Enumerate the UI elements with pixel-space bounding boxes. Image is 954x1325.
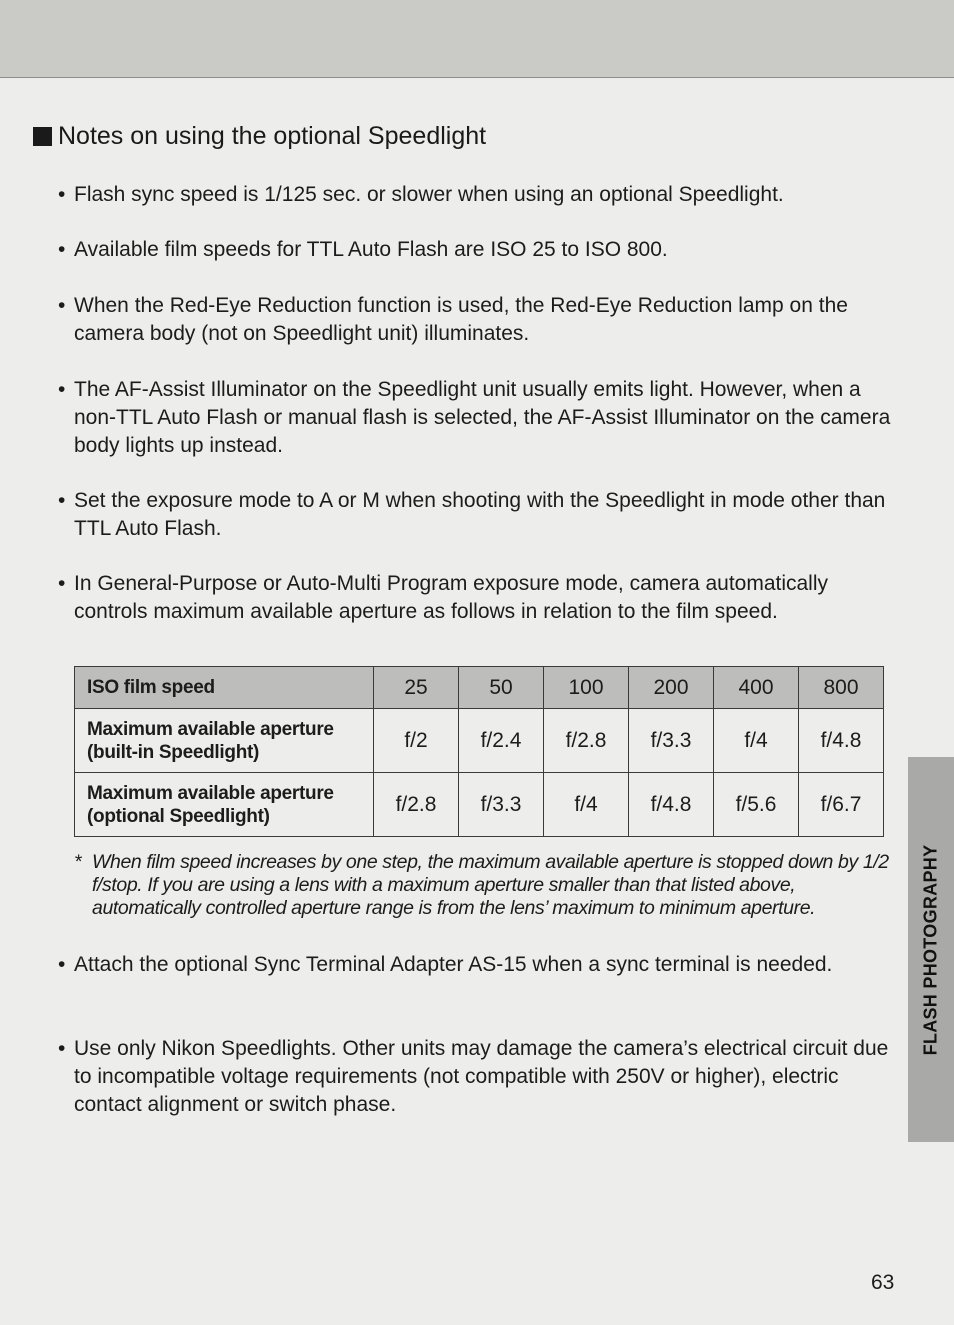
table-header-cell: 800 [799,667,884,709]
table-header-cell: 200 [629,667,714,709]
note-program-aperture [58,570,903,626]
table-row-label: Maximum available aperture (optional Speedlight) [75,773,374,837]
bullet-text: Attach the optional Sync Terminal Adapter AS-15 when a sync terminal is needed. [74,953,833,976]
table-cell: f/3.3 [629,709,714,773]
table-cell: f/2.8 [374,773,459,837]
bullet-text: Set the exposure mode to A or M when shooting with the Speedlight in mode other than TTL Auto Flash. [74,489,886,540]
table-cell: f/3.3 [459,773,544,837]
table-header-cell: 50 [459,667,544,709]
table-header-cell: 400 [714,667,799,709]
bullet-text: Available film speeds for TTL Auto Flash are ISO 25 to ISO 800. [74,238,668,261]
bullet-dot-icon: • [58,238,66,261]
chapter-side-tab [908,757,954,1142]
bullet-text: In General-Purpose or Auto-Multi Program exposure mode, camera automatically controls maximum available aperture as follows in relation to the film speed. [74,572,829,623]
table-row-label: Maximum available aperture (built-in Speedlight) [75,709,374,773]
table-header-cell: 100 [544,667,629,709]
note-af-assist [58,376,903,460]
bullet-dot-icon: • [58,294,66,317]
table-cell: f/4 [544,773,629,837]
note-exposure-mode [58,487,903,543]
bullet-text: Flash sync speed is 1/125 sec. or slower when using an optional Speedlight. [74,183,784,206]
note-nikon-only [58,1035,903,1119]
note-sync-speed [58,181,903,209]
bullet-dot-icon: • [58,183,66,206]
table-header-row [75,667,884,709]
table-row [75,773,884,837]
table-header-cell: 25 [374,667,459,709]
footnote-text: When film speed increases by one step, the maximum available aperture is stopped down by 1/2 f/stop. If you are using a lens with a maximum aperture smaller than that listed above, automatically controlled aperture range is from the lens’ maximum to minimum aperture. [92,851,889,919]
table-cell: f/6.7 [799,773,884,837]
table-header-cell: ISO film speed [75,667,374,709]
section-heading-text: Notes on using the optional Speedlight [58,122,487,150]
table-cell: f/2.4 [459,709,544,773]
aperture-table [74,666,884,837]
section-heading [33,121,486,151]
chapter-tab-label: FLASH PHOTOGRAPHY [920,844,941,1055]
table-cell: f/4.8 [629,773,714,837]
table-cell: f/5.6 [714,773,799,837]
bullet-dot-icon: • [58,1037,66,1060]
note-sync-terminal [58,951,903,979]
bullet-text: Use only Nikon Speedlights. Other units may damage the camera’s electrical circuit due to incompatible voltage requirements (not compatible with 250V or higher), electric contact alignment or switch phase. [74,1037,889,1116]
footnote-asterisk: * [74,851,82,873]
square-bullet-icon [33,127,52,146]
top-header-band [0,0,954,78]
table-cell: f/2 [374,709,459,773]
table-cell: f/2.8 [544,709,629,773]
note-red-eye [58,292,903,348]
table-footnote [74,851,894,920]
bullet-text: When the Red-Eye Reduction function is used, the Red-Eye Reduction lamp on the camera body (not on Speedlight unit) illuminates. [74,294,848,345]
table-cell: f/4.8 [799,709,884,773]
bullet-dot-icon: • [58,953,66,976]
bullet-text: The AF-Assist Illuminator on the Speedlight unit usually emits light. However, when a non-TTL Auto Flash or manual flash is selected, the AF-Assist Illuminator on the camera body lights up instead. [74,378,891,457]
bullet-dot-icon: • [58,489,66,512]
note-film-speeds [58,236,903,264]
page-number: 63 [871,1271,895,1294]
table-row [75,709,884,773]
bullet-dot-icon: • [58,378,66,401]
table-cell: f/4 [714,709,799,773]
bullet-dot-icon: • [58,572,66,595]
